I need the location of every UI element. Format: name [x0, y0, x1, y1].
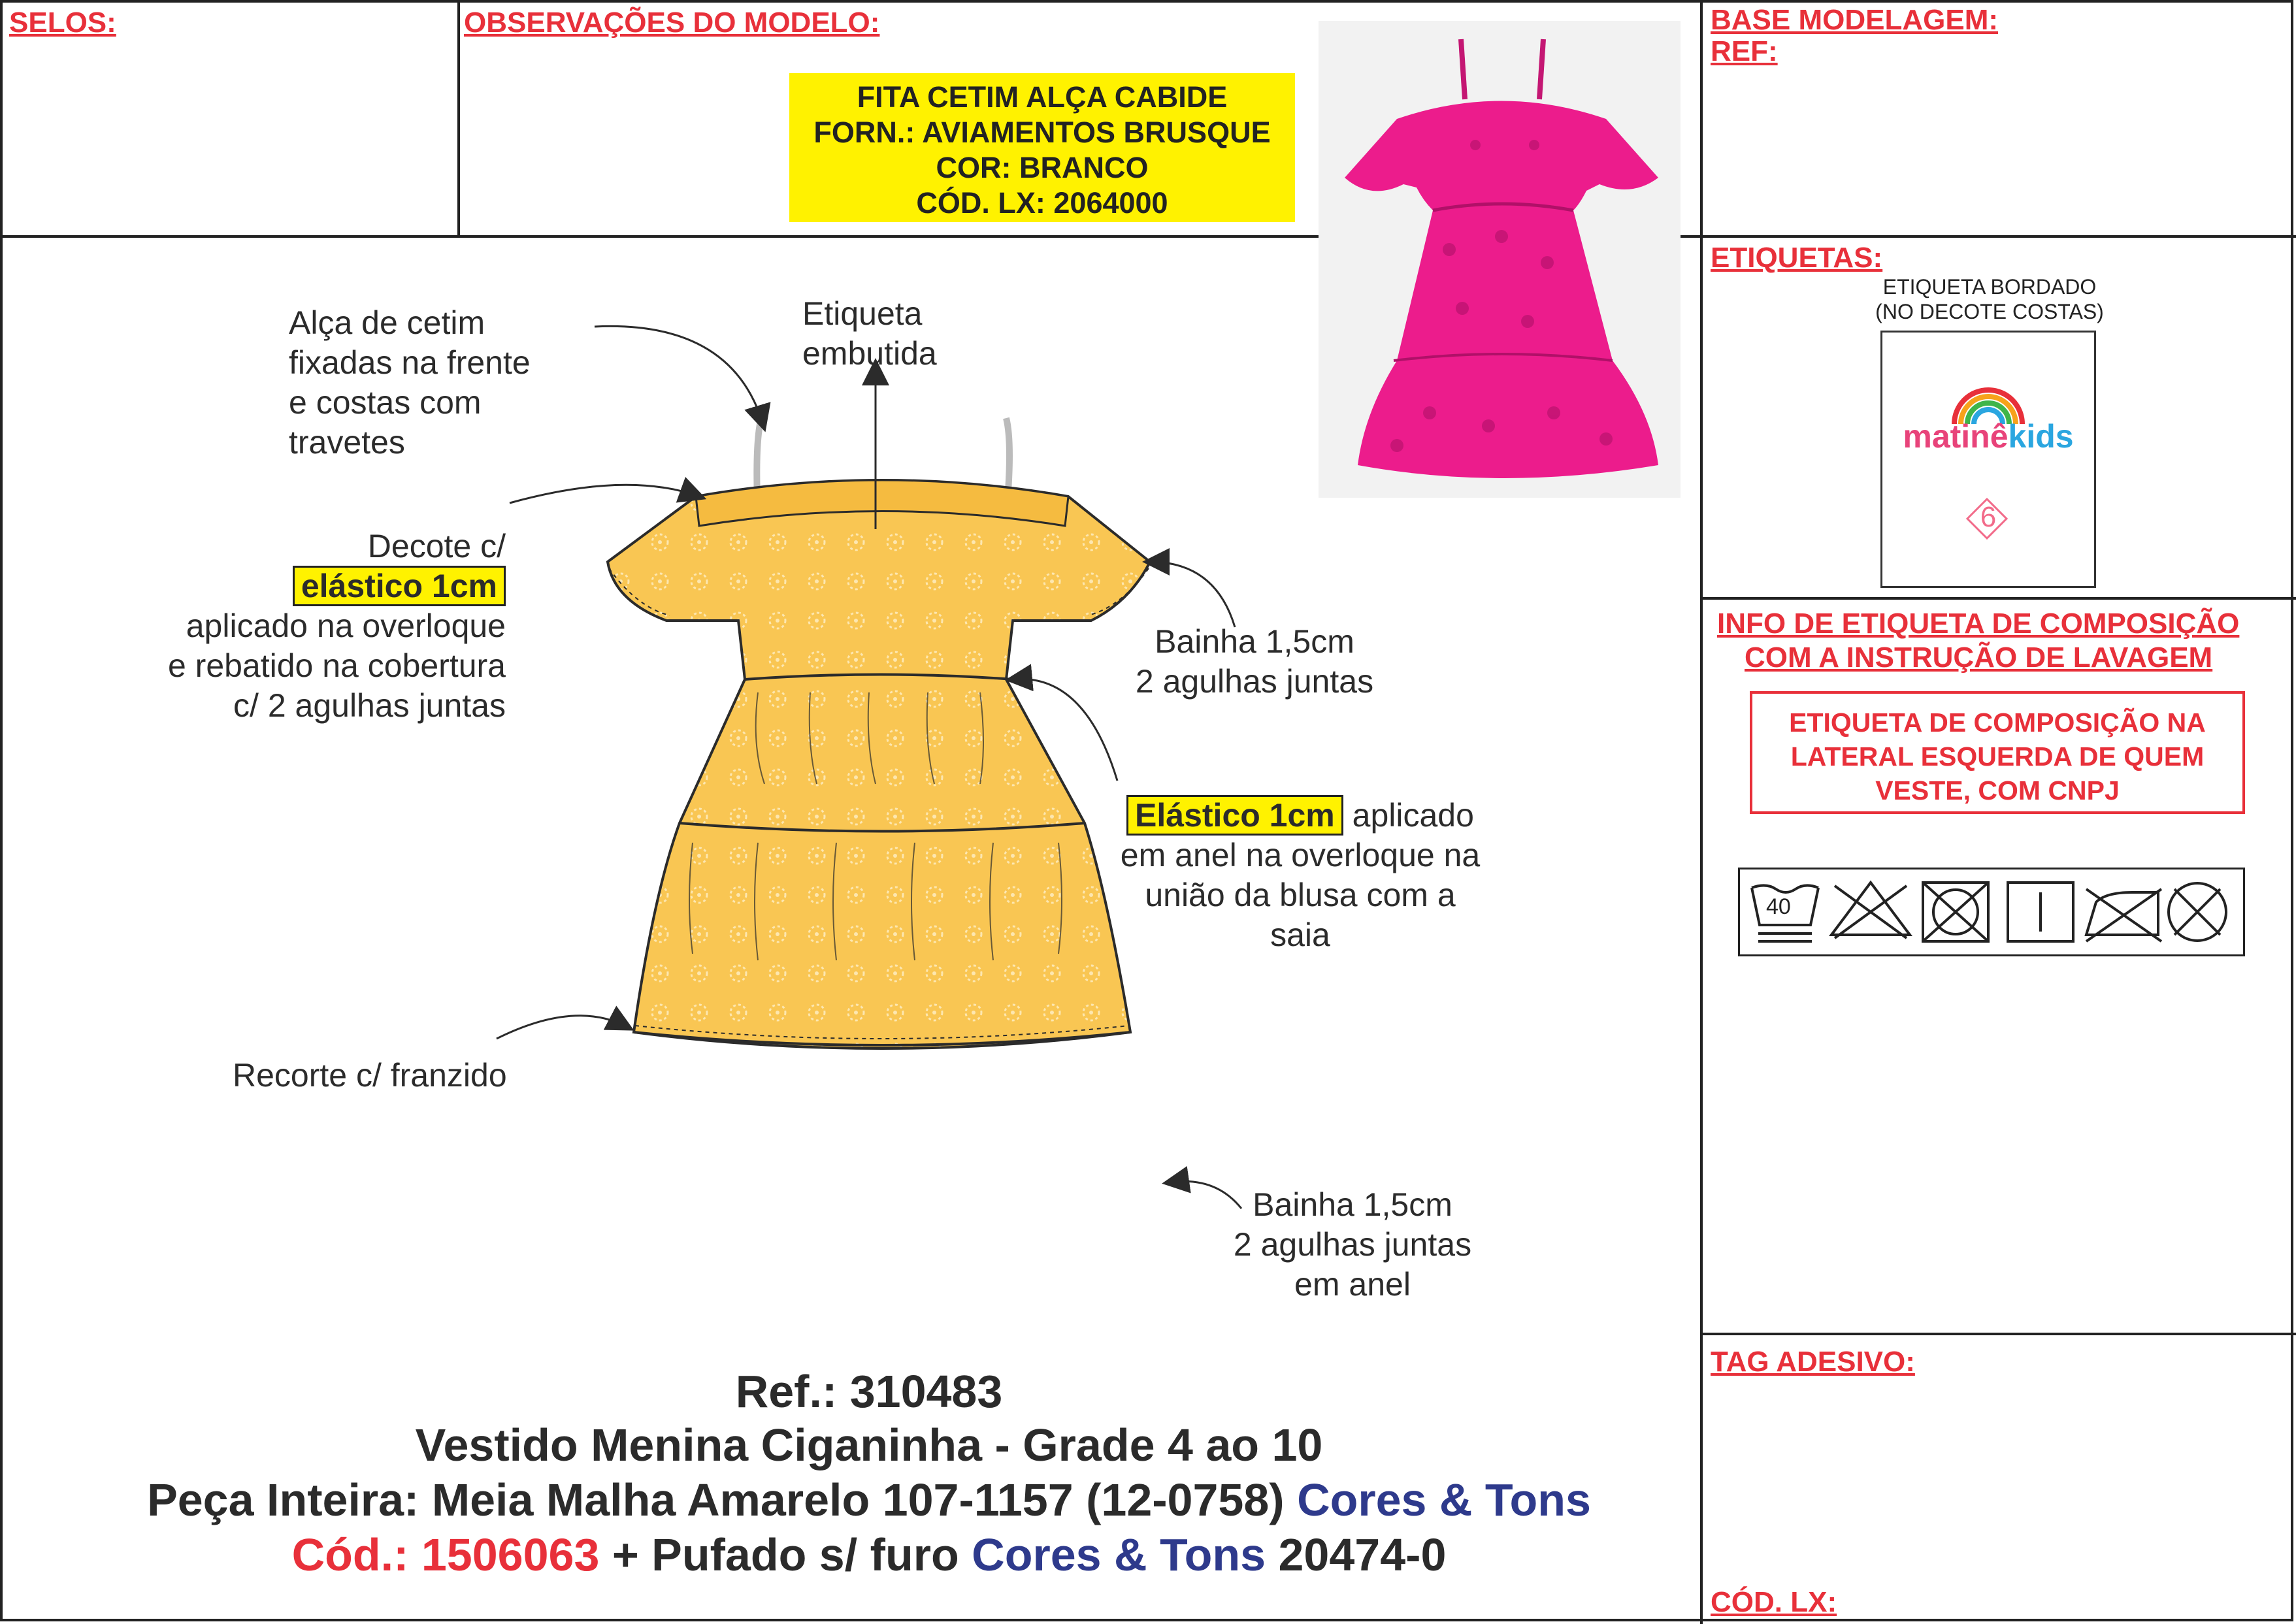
annotation-line: 2 agulhas juntas: [1135, 663, 1374, 700]
annotation-line: Etiqueta: [802, 295, 923, 332]
rainbow-logo-icon: [1882, 333, 2094, 586]
care-symbols: [1738, 868, 2245, 956]
annotation-line: embutida: [802, 335, 937, 372]
annotation-etiqueta: [802, 294, 937, 374]
trim-text: + Pufado s/ furo: [612, 1529, 959, 1580]
annotation-line: saia: [1270, 917, 1330, 953]
annotation-line: fixadas na frente: [289, 344, 531, 381]
supplier-name: Cores & Tons: [972, 1529, 1266, 1580]
annotation-line: travetes: [289, 424, 405, 461]
no-iron-icon: [2086, 889, 2161, 941]
supplier-name: Cores & Tons: [1297, 1474, 1591, 1525]
elastic-highlight: elástico 1cm: [293, 566, 506, 606]
material-line: [46, 1474, 1692, 1526]
size-number: 6: [1980, 501, 1997, 533]
line-dry-icon: [2008, 883, 2073, 941]
brand-label: [1880, 331, 2096, 588]
annotation-line: em anel na overloque na: [1120, 837, 1481, 873]
code-line: [46, 1529, 1692, 1581]
ref-heading: REF:: [1711, 35, 1778, 67]
composition-line: VESTE, COM CNPJ: [1875, 775, 2120, 805]
annotation-bainha-manga: [1111, 622, 1398, 702]
ribbon-note-line: COR: BRANCO: [936, 151, 1149, 184]
elastic-highlight: Elástico 1cm: [1126, 795, 1343, 836]
product-code: Cód.: 1506063: [291, 1529, 600, 1580]
composition-line: LATERAL ESQUERDA DE QUEM: [1790, 741, 2205, 771]
annotation-line: união da blusa com a: [1145, 877, 1456, 913]
annotation-decote: [118, 527, 506, 726]
label-caption-line: ETIQUETA BORDADO: [1882, 275, 2097, 299]
annotation-line: Decote c/: [367, 528, 506, 564]
composition-line: ETIQUETA DE COMPOSIÇÃO NA: [1789, 707, 2206, 738]
etiquetas-heading: ETIQUETAS:: [1711, 242, 1883, 274]
material-text: Peça Inteira: Meia Malha Amarelo 107-1157 (12-0758): [147, 1474, 1285, 1525]
cod-lx-heading: CÓD. LX:: [1711, 1586, 1837, 1618]
tag-adesivo-heading: TAG ADESIVO:: [1711, 1346, 1915, 1378]
annotation-line: em anel: [1294, 1266, 1411, 1303]
divider: [1700, 1333, 2296, 1335]
divider: [1700, 0, 1703, 1624]
annotation-line: 2 agulhas juntas: [1233, 1226, 1472, 1263]
composicao-heading-1: INFO DE ETIQUETA DE COMPOSIÇÃO: [1717, 608, 2240, 640]
divider: [1700, 235, 2296, 238]
annotation-line: aplicado na overloque: [186, 608, 506, 644]
label-caption-line: (NO DECOTE COSTAS): [1875, 300, 2104, 323]
annotation-recorte: Recorte c/ franzido: [233, 1057, 507, 1094]
selos-heading: SELOS:: [9, 7, 116, 39]
composition-note: [1750, 691, 2245, 814]
observacoes-heading: OBSERVAÇÕES DO MODELO:: [464, 7, 880, 39]
ref-line: Ref.: 310483: [735, 1366, 1003, 1417]
trim-code: 20474-0: [1278, 1529, 1447, 1580]
brand-name-part: matinê: [1903, 418, 2009, 455]
annotation-line: Bainha 1,5cm: [1155, 623, 1354, 660]
annotation-elastico: [1104, 796, 1496, 955]
annotation-alca: [289, 303, 531, 463]
annotation-line: aplicado: [1352, 797, 1474, 834]
brand-name-part: kids: [2008, 418, 2074, 455]
annotation-line: Alça de cetim: [289, 304, 485, 341]
annotation-line: e rebatido na cobertura: [167, 647, 506, 684]
annotation-line: Bainha 1,5cm: [1253, 1186, 1452, 1223]
annotation-line: c/ 2 agulhas juntas: [233, 687, 506, 724]
annotation-line: e costas com: [289, 384, 482, 421]
annotation-bainha-saia: [1215, 1185, 1490, 1305]
composicao-heading-2: COM A INSTRUÇÃO DE LAVAGEM: [1745, 641, 2213, 674]
no-dry-clean-icon: [2169, 883, 2226, 941]
base-modelagem-heading: BASE MODELAGEM:: [1711, 4, 1998, 36]
no-bleach-icon: [1831, 883, 1910, 938]
wash-temp: 40: [1766, 894, 1791, 919]
brand-name: [1882, 417, 2094, 455]
product-title: Vestido Menina Ciganinha - Grade 4 ao 10: [415, 1420, 1323, 1470]
ribbon-note-line: CÓD. LX: 2064000: [916, 186, 1168, 219]
care-symbols-strip: [1740, 869, 2243, 954]
no-tumble-dry-icon: [1923, 883, 1988, 941]
label-caption: [1836, 274, 2143, 324]
ribbon-note-line: FITA CETIM ALÇA CABIDE: [857, 80, 1228, 114]
ribbon-note-line: FORN.: AVIAMENTOS BRUSQUE: [813, 116, 1271, 149]
divider: [1700, 597, 2296, 600]
